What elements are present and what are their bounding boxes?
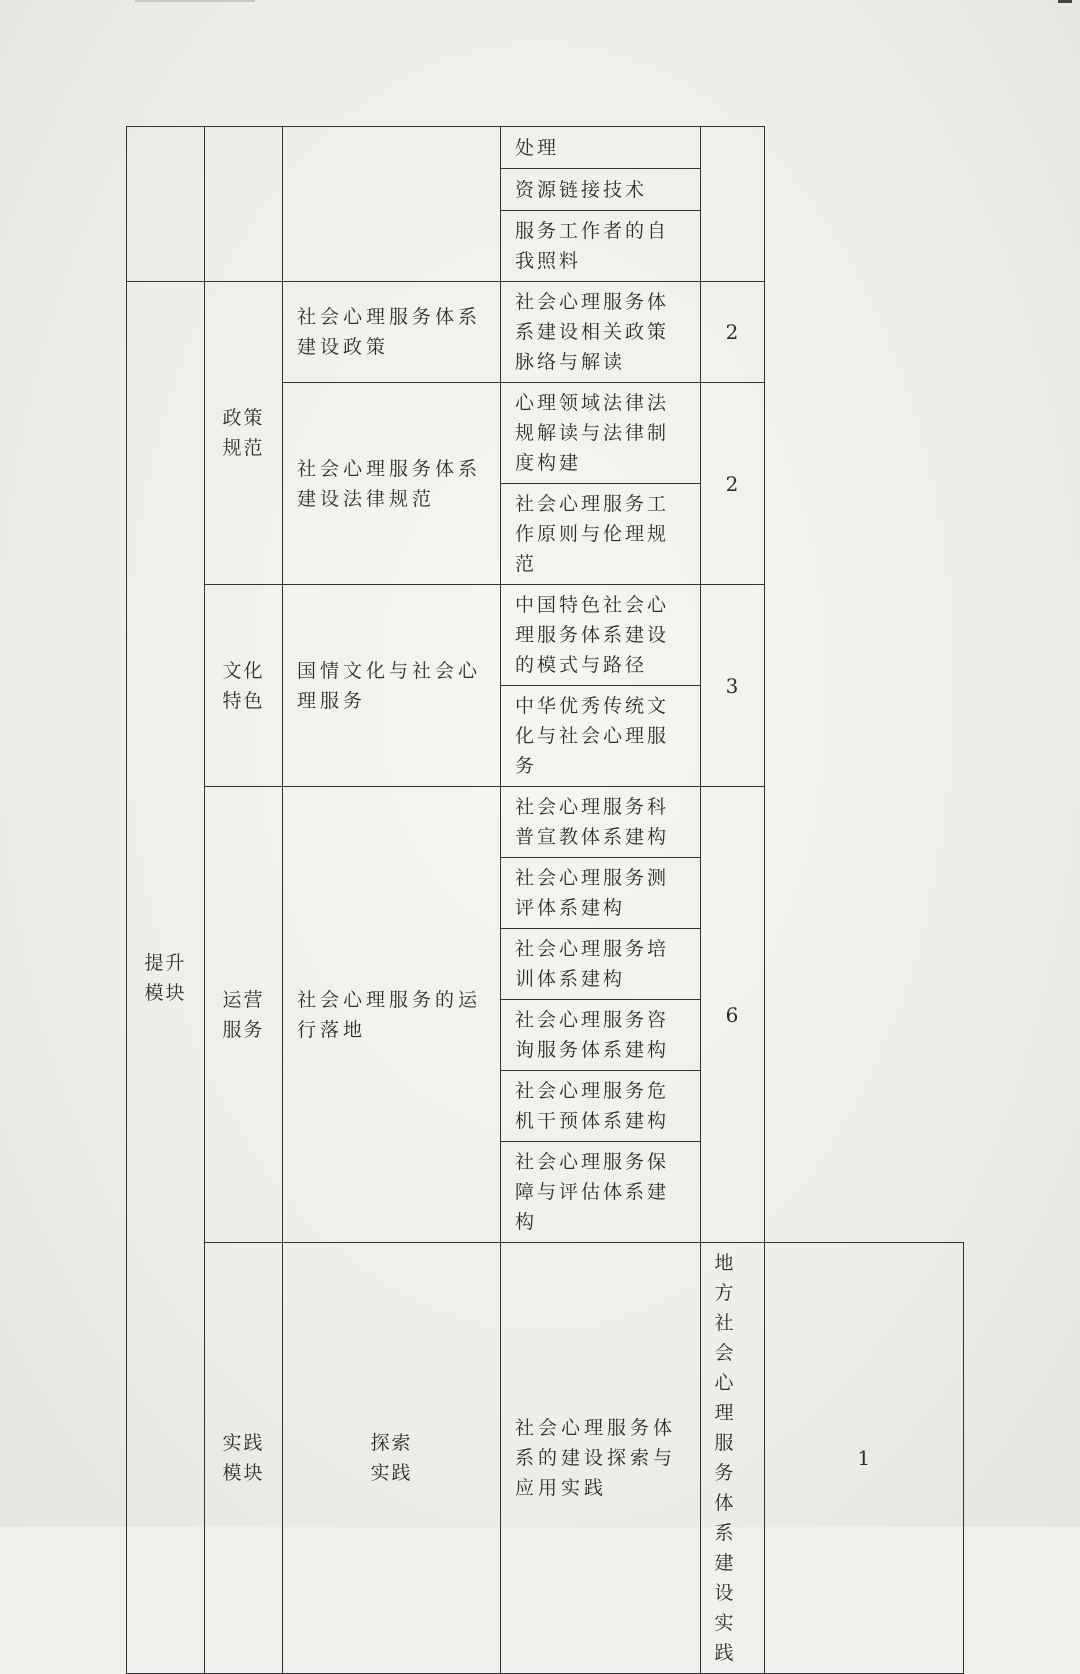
- course-cell: 国情文化与社会心理服务: [283, 585, 501, 787]
- course-cell: 社会心理服务的运行落地: [283, 787, 501, 1243]
- topic-cell: 中华优秀传统文化与社会心理服务: [501, 686, 701, 787]
- category-label: 政策规范: [222, 407, 265, 459]
- topic-cell: 社会心理服务工作原则与伦理规范: [501, 484, 701, 585]
- course-cell: 社会心理服务体系建设政策: [283, 282, 501, 383]
- table-row: [127, 282, 964, 383]
- category-label: 文化特色: [222, 659, 265, 712]
- module-label: 实践模块: [222, 1432, 265, 1484]
- empty-course-cell: [283, 127, 501, 282]
- category-cell: [205, 282, 283, 585]
- empty-module-cell: [127, 127, 205, 282]
- category-cell: [205, 787, 283, 1243]
- table-row: [127, 585, 964, 686]
- topic-cell: 心理领域法律法规解读与法律制度构建: [501, 383, 701, 484]
- topic-cell: 资源链接技术: [501, 169, 701, 211]
- topic-cell: 社会心理服务体系建设相关政策脉络与解读: [501, 282, 701, 383]
- topic-cell: 处理: [501, 127, 701, 169]
- topic-cell: 社会心理服务科普宣教体系建构: [501, 787, 701, 858]
- topic-cell: 社会心理服务危机干预体系建构: [501, 1071, 701, 1142]
- scan-edge-mark: [135, 0, 255, 2]
- hours-cell: 3: [700, 585, 764, 787]
- hours-cell: 1: [764, 1243, 964, 1674]
- topic-cell: 社会心理服务咨询服务体系建构: [501, 1000, 701, 1071]
- hours-cell: 2: [700, 282, 764, 383]
- module-cell: [205, 1243, 283, 1674]
- hours-cell: 2: [700, 383, 764, 585]
- category-cell: [205, 585, 283, 787]
- category-cell: [283, 1243, 501, 1674]
- empty-hours-cell: [700, 127, 764, 282]
- empty-category-cell: [205, 127, 283, 282]
- topic-cell: 社会心理服务培训体系建构: [501, 929, 701, 1000]
- topic-cell: 中国特色社会心理服务体系建设的模式与路径: [501, 585, 701, 686]
- course-table: [126, 126, 964, 1674]
- corner-mark: [1058, 0, 1072, 3]
- table-row: [127, 787, 964, 858]
- topic-cell: 地方社会心理服务体系建设实践: [700, 1243, 764, 1674]
- topic-cell: 社会心理服务测评体系建构: [501, 858, 701, 929]
- module-label: 提升模块: [144, 951, 187, 1004]
- topic-cell: 社会心理服务保障与评估体系建构: [501, 1142, 701, 1243]
- hours-cell: 6: [700, 787, 764, 1243]
- module-cell: [127, 282, 205, 1674]
- course-cell: 社会心理服务体系的建设探索与应用实践: [501, 1243, 701, 1674]
- table-row: [127, 127, 964, 169]
- table-row: [127, 1243, 964, 1674]
- category-label: 探索实践: [370, 1432, 413, 1484]
- topic-cell: 服务工作者的自我照料: [501, 211, 701, 282]
- category-label: 运营服务: [222, 988, 265, 1041]
- course-cell: 社会心理服务体系建设法律规范: [283, 383, 501, 585]
